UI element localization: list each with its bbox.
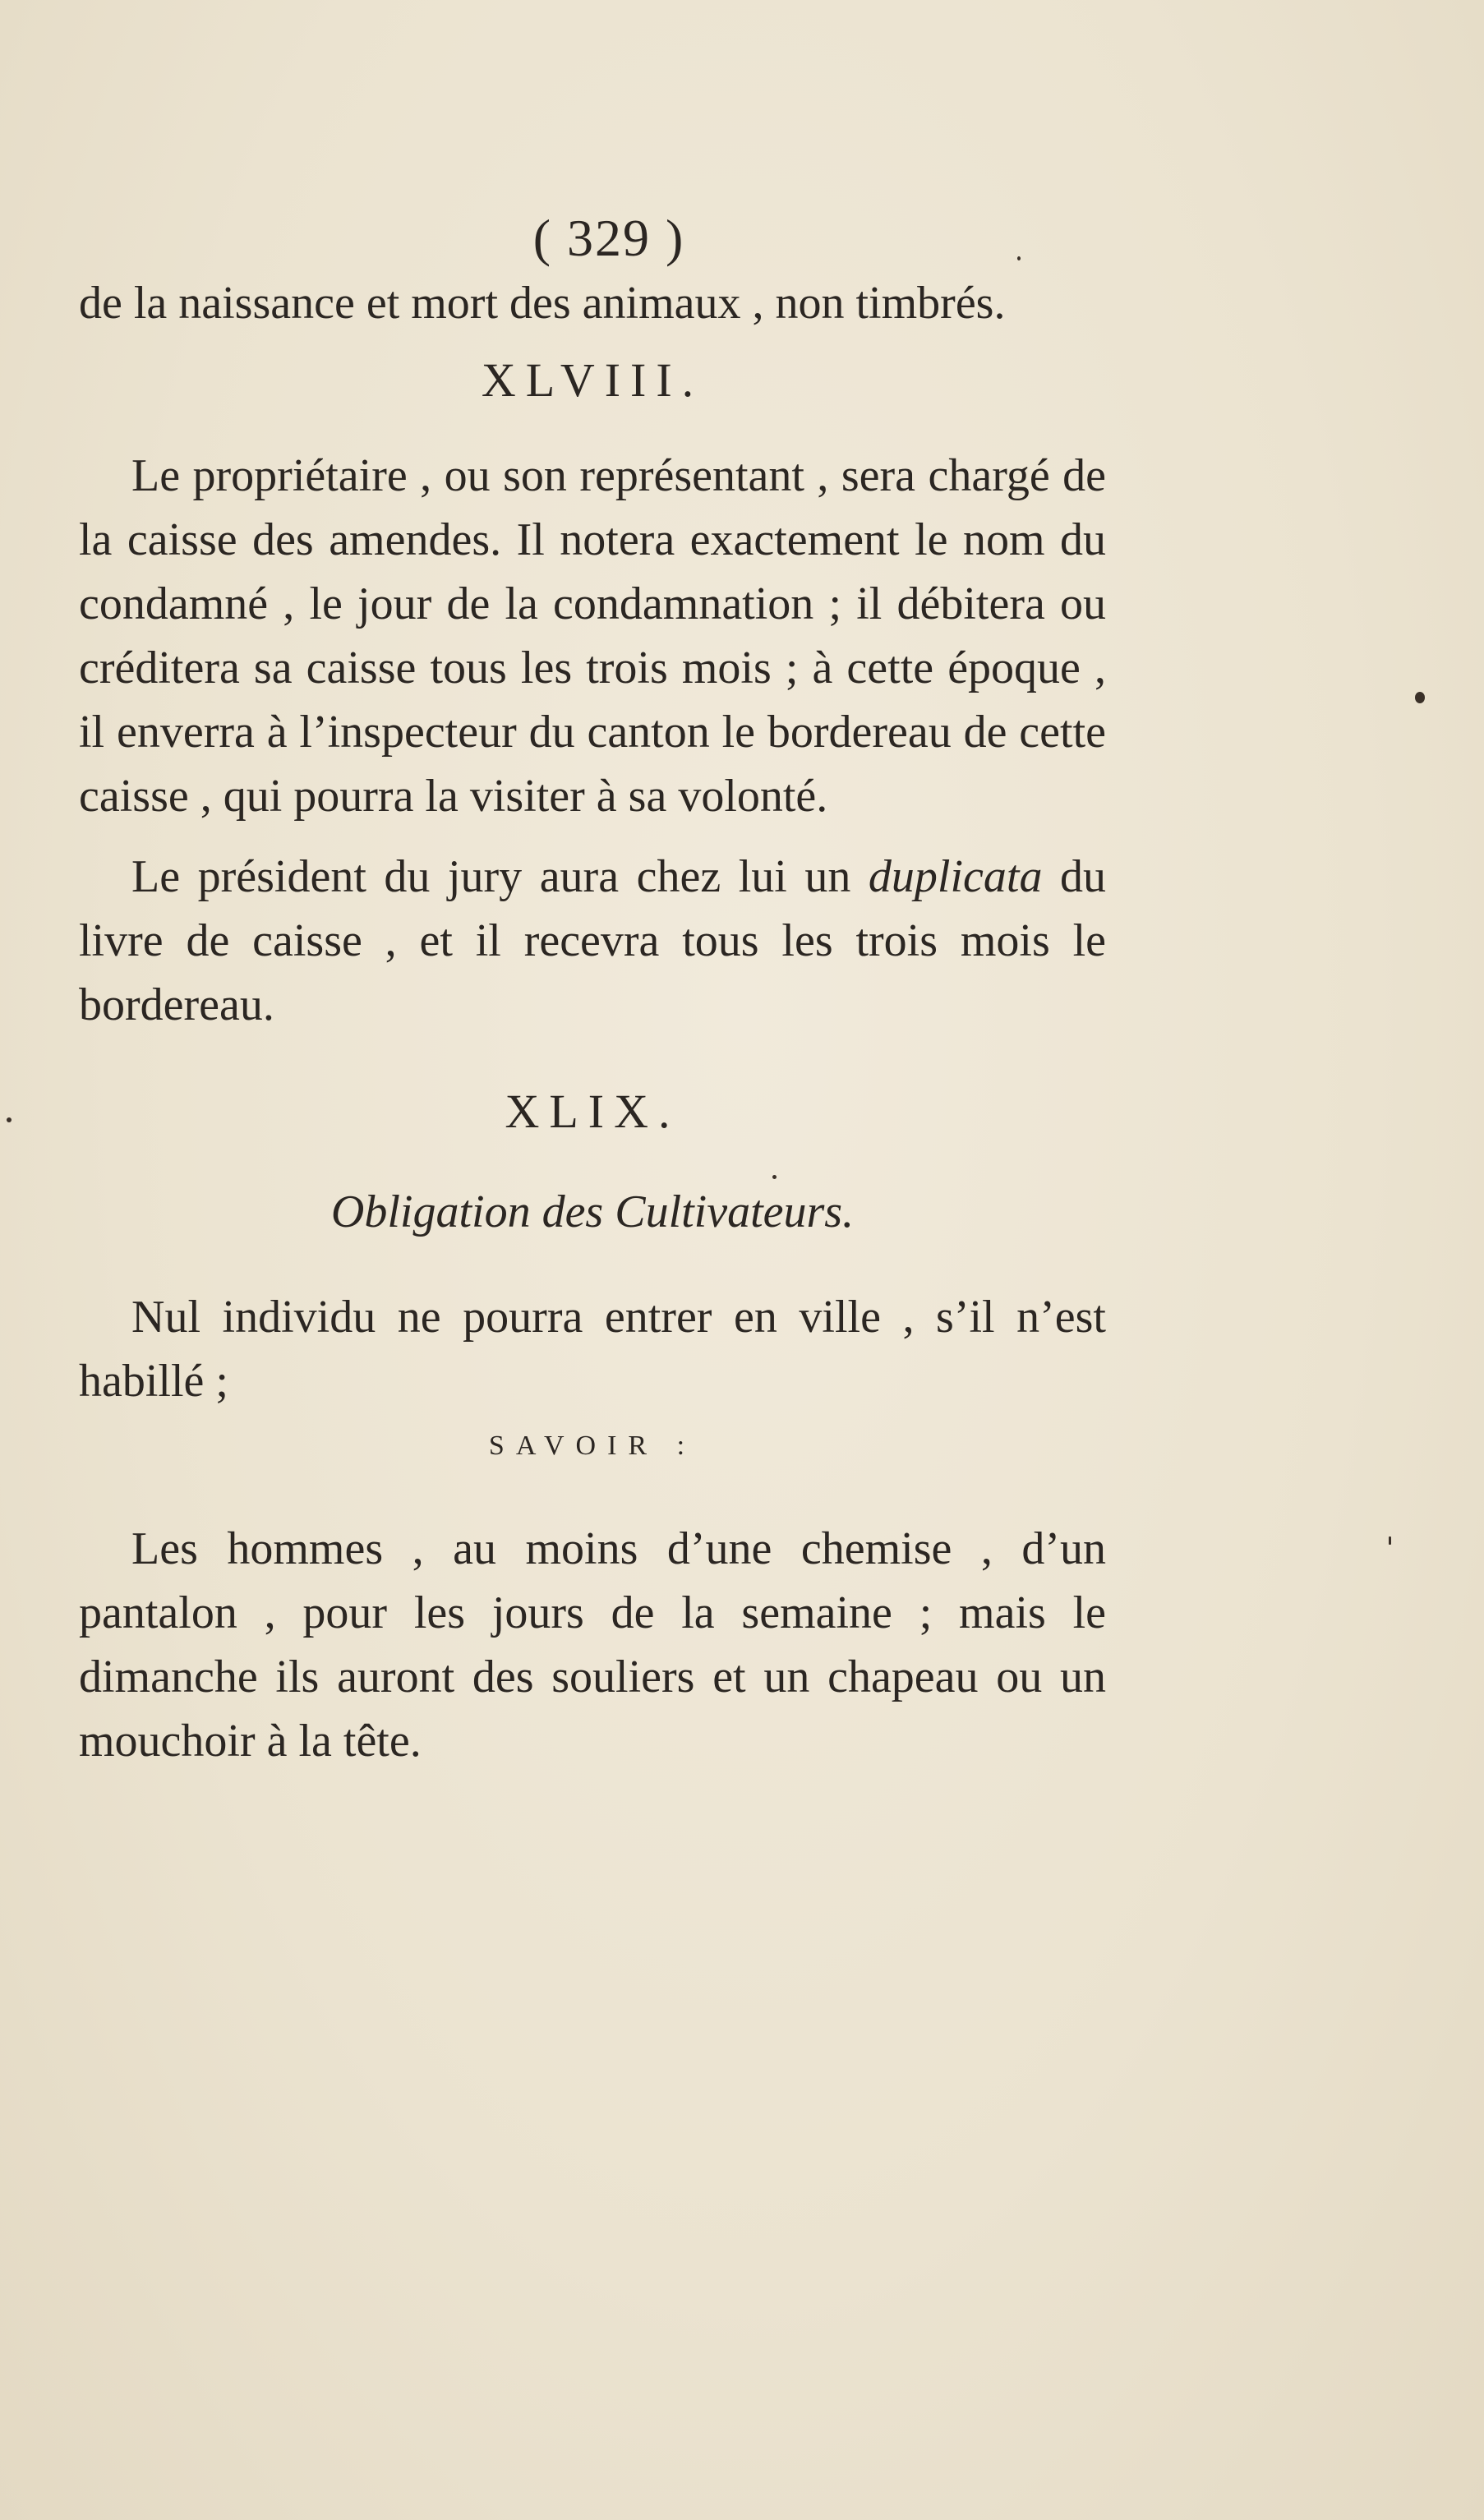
page-number: ( 329 ) (532, 209, 685, 267)
ink-speck (1415, 692, 1425, 703)
paragraph-president-jury (79, 845, 1106, 1037)
savoir-heading: SAVOIR : (488, 1430, 697, 1461)
ink-speck (7, 1117, 12, 1122)
paragraph-continuation: de la naissance et mort des animaux , non timbrés. (79, 278, 1006, 329)
italic-duplicata: duplicata (868, 851, 1043, 902)
ink-speck (1389, 1536, 1391, 1545)
paragraph-caisse-amendes: Le propriétaire , ou son représentant , sera chargé de la caisse des amendes. Il notera exactement le nom du condamné , le jour de la condamnation ; il débitera ou créditera sa caisse tous les trois mois ; à cette époque , il enverra à l’inspecteur du canton le bordereau de cette caisse , qui pourra la visiter à sa volonté. (79, 450, 1106, 822)
paragraph-les-hommes: Les hommes , au moins d’une chemise , d’un pantalon , pour les jours de la semaine ; mais le dimanche ils auront des souliers et un chapeau ou un mouchoir à la tête. (79, 1523, 1106, 1767)
section-title: Obligation des Cultivateurs. (330, 1186, 855, 1237)
spacer (79, 1037, 1106, 1067)
paragraph-nul-individu: Nul individu ne pourra entrer en ville , s’il n’est habillé ; (79, 1292, 1106, 1407)
section-number-49: XLIX. (505, 1085, 680, 1138)
spacer (79, 828, 1106, 845)
paragraph-president-end: du livre de caisse , et il recevra tous les trois mois le bordereau. (79, 851, 1106, 1030)
text-block (79, 197, 1106, 1773)
paragraph-president-start: Le président du jury aura chez lui un (131, 851, 851, 902)
ink-speck (772, 1175, 777, 1179)
section-number-48: XLVIII. (481, 353, 704, 407)
ink-speck (1017, 256, 1021, 260)
